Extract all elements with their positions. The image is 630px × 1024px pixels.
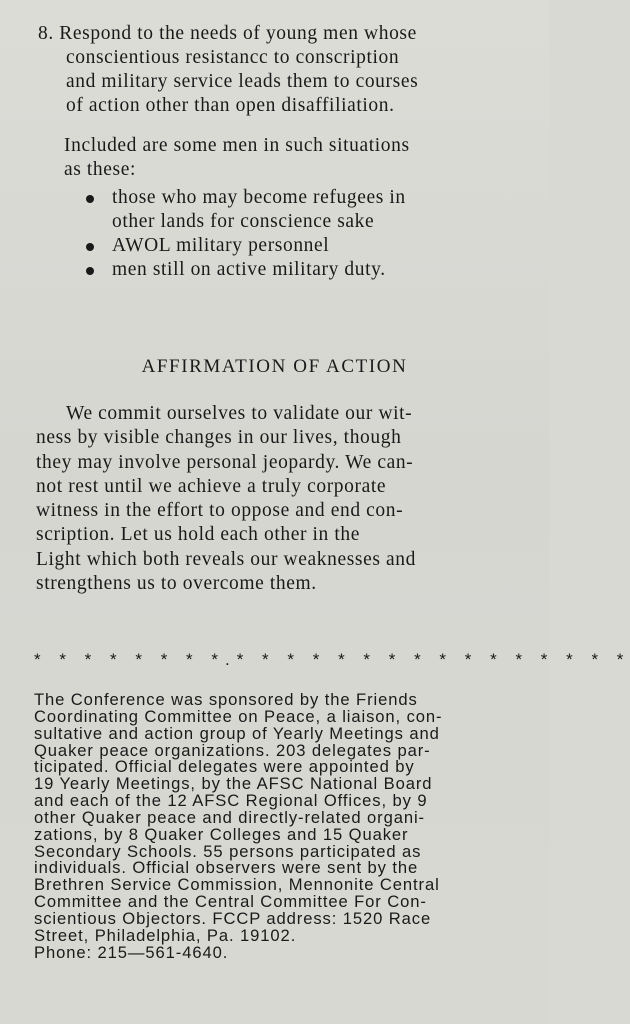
item-8-line: conscientious resistancc to conscription xyxy=(66,47,400,68)
list-item xyxy=(82,234,527,258)
section-heading: AFFIRMATION OF ACTION xyxy=(141,356,408,377)
footnote-line: 19 Yearly Meetings, by the AFSC National Board xyxy=(34,774,433,794)
list-item-text: those who may become refugees in xyxy=(112,187,406,208)
list-item-text: men still on active military duty. xyxy=(112,259,386,280)
situations-list xyxy=(82,186,527,282)
bullet-icon xyxy=(86,195,94,203)
footnote-line: sultative and action group of Yearly Meetings and xyxy=(34,723,440,743)
list-item xyxy=(82,186,527,234)
footnote-line: zations, by 8 Quaker Colleges and 15 Quaker xyxy=(34,824,409,844)
footnote-line: Street, Philadelphia, Pa. 19102. xyxy=(34,925,297,945)
footnote-line: Phone: 215—561-4640. xyxy=(34,942,229,962)
list-item-text: AWOL military personnel xyxy=(112,235,330,256)
affirmation-line: Light which both reveals our weaknesses and xyxy=(36,548,416,570)
list-item-text: other lands for conscience sake xyxy=(112,211,375,232)
footnote-line: Brethren Service Commission, Mennonite Central xyxy=(34,875,440,895)
footnote-line: other Quaker peace and directly-related organi- xyxy=(34,807,425,827)
affirmation-line: they may involve personal jeopardy. We can- xyxy=(36,451,414,473)
affirmation-line: scription. Let us hold each other in the xyxy=(36,524,361,546)
affirmation-paragraph xyxy=(36,402,521,596)
included-line: as these: xyxy=(64,159,137,180)
footnote-line: The Conference was sponsored by the Friends xyxy=(34,690,418,709)
affirmation-line: strengthens us to overcome them. xyxy=(36,573,317,595)
included-line: Included are some men in such situations xyxy=(64,135,410,156)
list-item xyxy=(82,258,527,282)
included-paragraph xyxy=(64,134,524,182)
footnote-line: Secondary Schools. 55 persons participated as xyxy=(34,841,422,861)
affirmation-line: We commit ourselves to validate our wit- xyxy=(66,403,413,424)
footnote-line: individuals. Official observers were sent by the xyxy=(34,858,419,878)
affirmation-line: ness by visible changes in our lives, though xyxy=(36,427,402,449)
affirmation-line: not rest until we achieve a truly corporate xyxy=(36,475,387,497)
footnote-line: and each of the 12 AFSC Regional Offices, by 9 xyxy=(34,791,428,811)
footnote-line: ticipated. Official delegates were appointed by xyxy=(34,757,415,777)
footnote-line: Quaker peace organizations. 203 delegates par- xyxy=(34,740,431,760)
conference-footnote xyxy=(34,692,524,962)
affirmation-line: witness in the effort to oppose and end con- xyxy=(36,500,404,522)
item-8-line: 8. Respond to the needs of young men whose xyxy=(38,23,417,44)
bullet-icon xyxy=(86,267,94,275)
asterisk-separator: * * * * * * * *.* * * * * * * * * * * * * * * * xyxy=(34,650,630,669)
item-8-line: and military service leads them to courses xyxy=(66,71,419,92)
bullet-icon xyxy=(86,243,94,251)
footnote-line: Coordinating Committee on Peace, a liaison, con- xyxy=(34,706,443,726)
footnote-line: scientious Objectors. FCCP address: 1520 Race xyxy=(34,908,432,928)
footnote-line: Committee and the Central Committee For Con- xyxy=(34,892,427,912)
item-8-line: of action other than open disaffiliation. xyxy=(66,95,395,116)
item-8-paragraph xyxy=(38,22,523,118)
